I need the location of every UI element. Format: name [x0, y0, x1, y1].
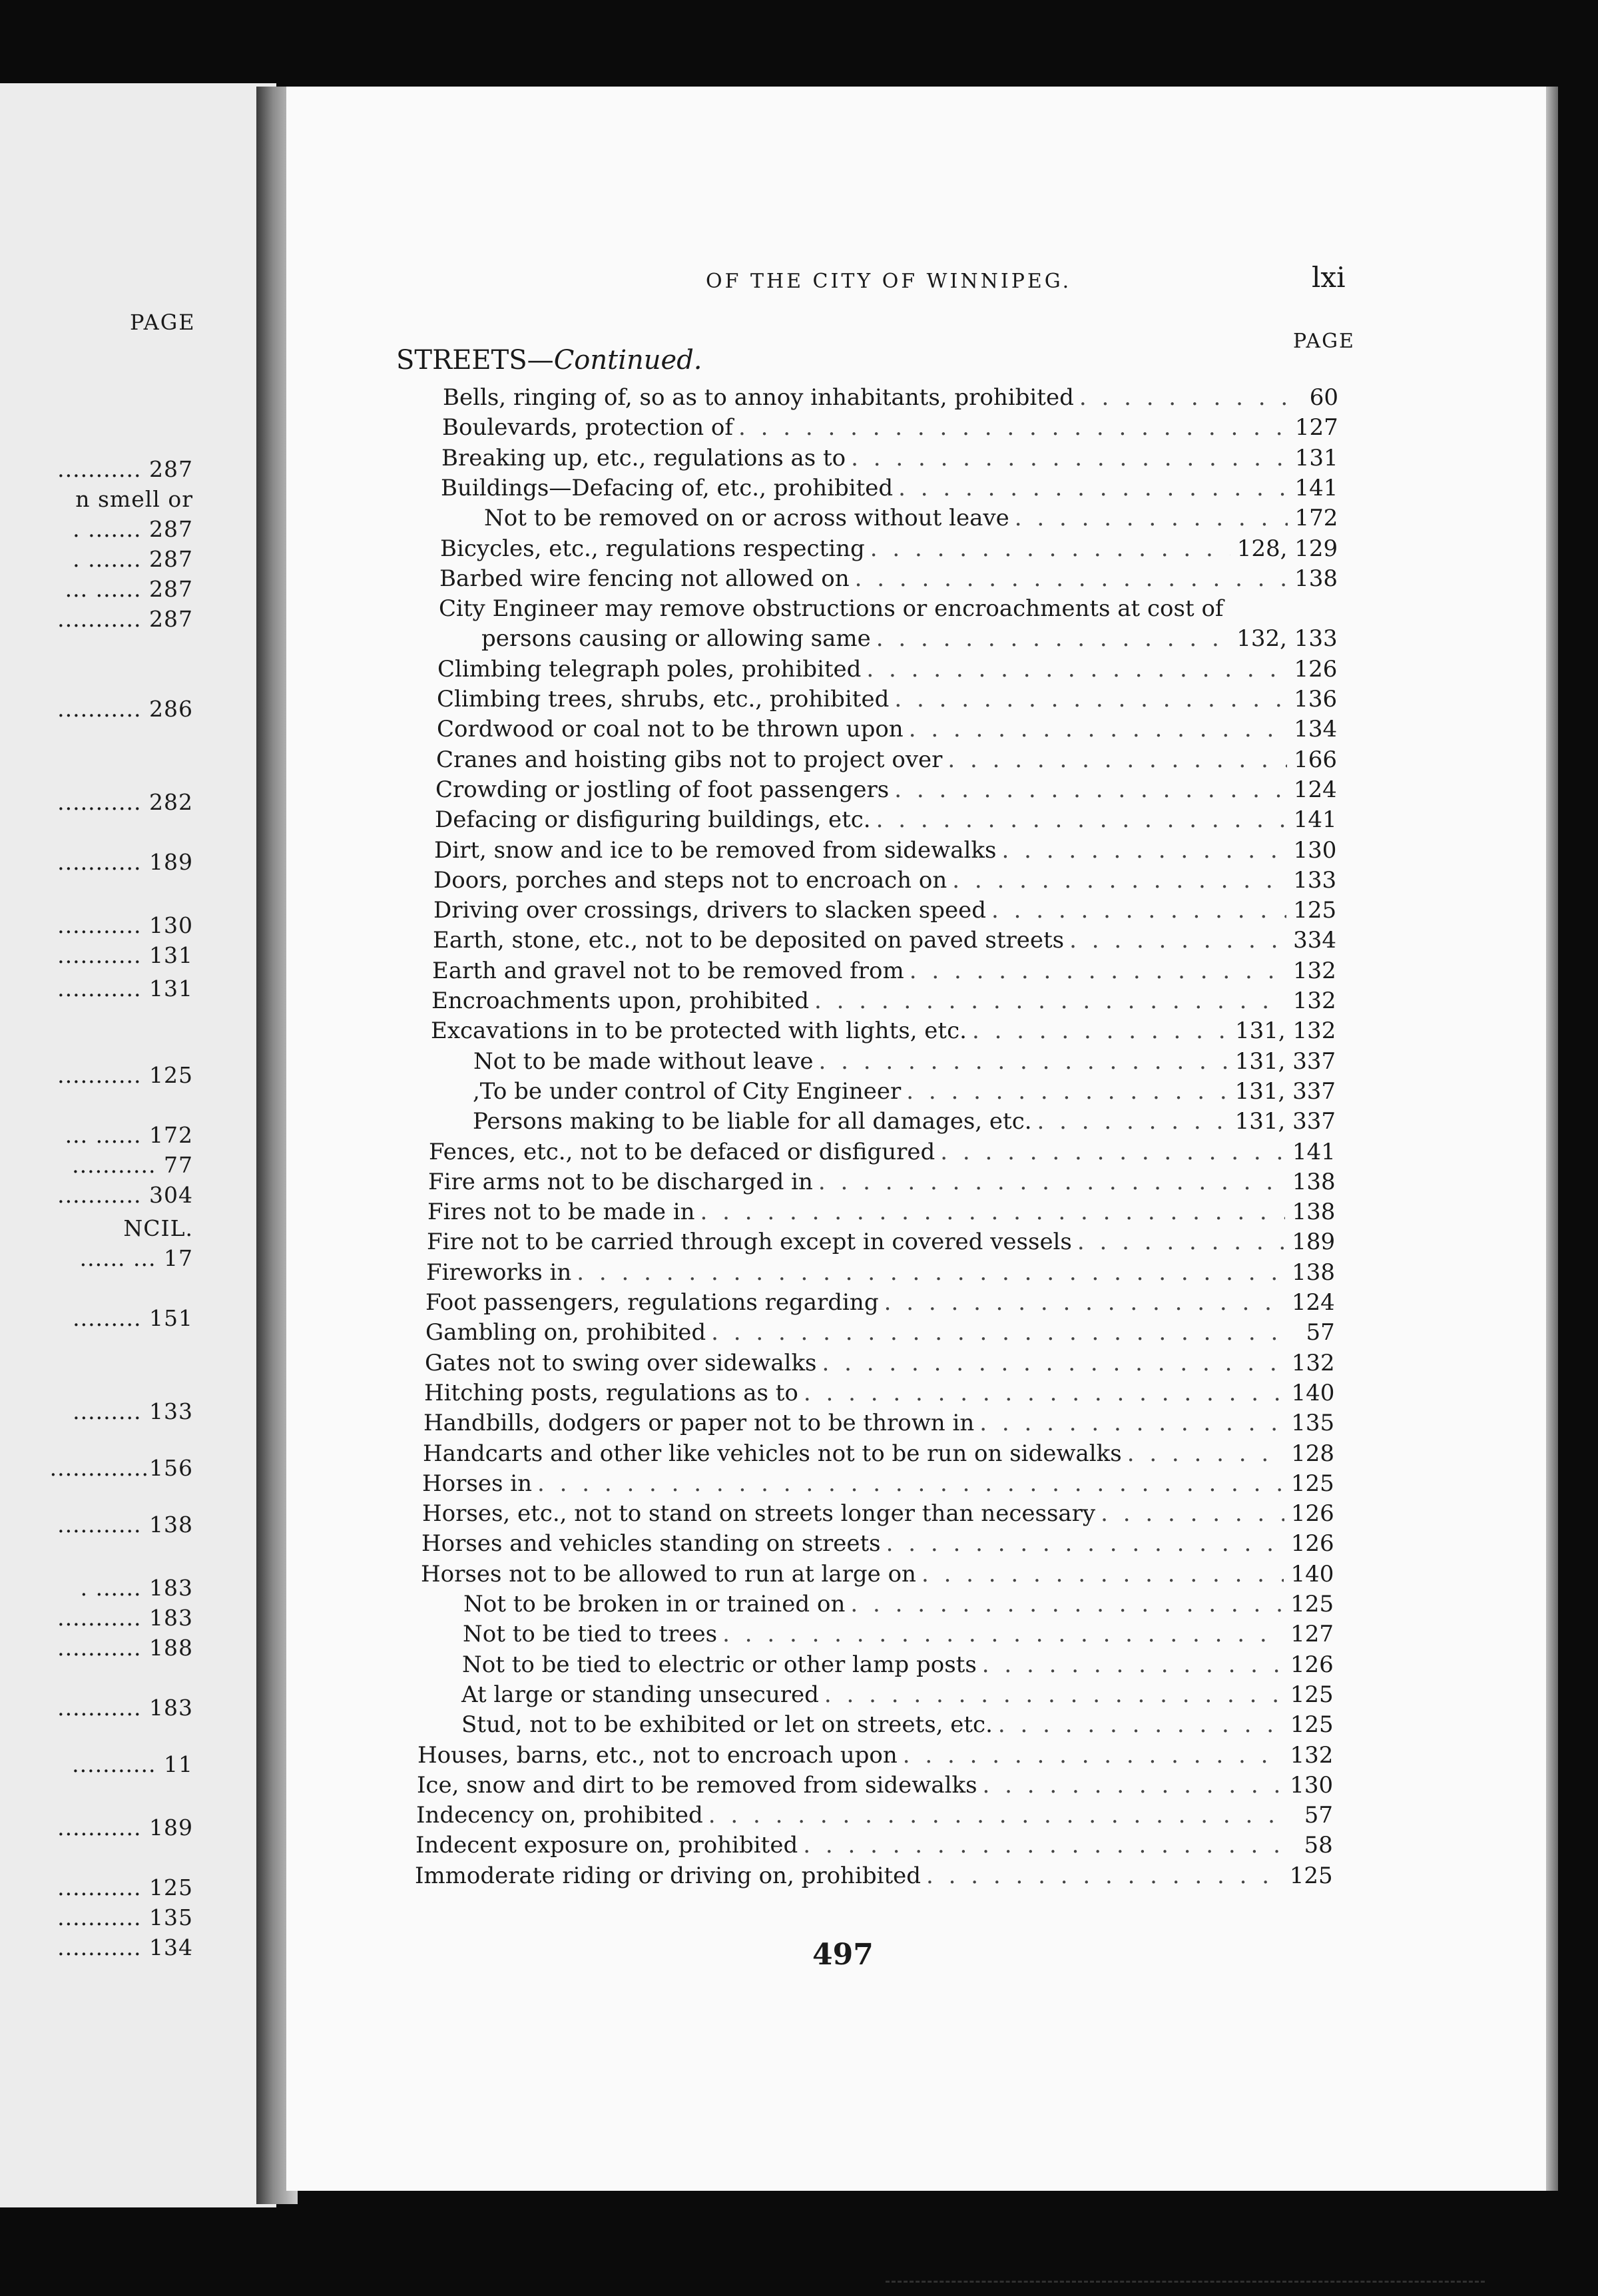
entry-text: ,To be under control of City Engineer — [473, 1078, 902, 1105]
entry-page-ref: 334 — [1293, 927, 1336, 954]
index-entry — [473, 1107, 1336, 1136]
leader-dots — [1015, 503, 1288, 533]
leader-dots — [876, 624, 1230, 653]
entry-text: Fire arms not to be discharged in — [428, 1169, 813, 1195]
entry-page-ref: 140 — [1291, 1380, 1335, 1406]
entry-page-ref: 166 — [1294, 746, 1337, 773]
leader-dots — [922, 1560, 1284, 1589]
entry-text: City Engineer may remove obstructions or encroachments at cost of — [439, 595, 1224, 622]
entry-page-ref: 132 — [1292, 988, 1336, 1014]
leader-dots — [886, 1529, 1284, 1558]
left-page-row: ........... 130 — [57, 912, 193, 938]
leader-dots — [910, 956, 1286, 986]
index-entry — [417, 1741, 1333, 1770]
index-entry — [431, 1016, 1336, 1045]
entry-text: Horses, etc., not to stand on streets longer than necessary — [422, 1500, 1096, 1527]
left-page-row: . ....... 287 — [73, 546, 193, 572]
entry-text: Fences, etc., not to be defaced or disfigured — [429, 1139, 935, 1165]
entry-page-ref: 57 — [1304, 1802, 1333, 1829]
index-entry — [462, 1650, 1334, 1679]
left-page-row: ........... 287 — [57, 456, 193, 482]
left-page-row: . ...... 183 — [80, 1575, 193, 1601]
entry-text: Ice, snow and dirt to be removed from sidewalks — [417, 1772, 977, 1799]
heading-continued: Continued. — [553, 345, 702, 376]
index-entry — [437, 715, 1337, 744]
entry-page-ref: 126 — [1294, 656, 1338, 683]
leader-dots — [903, 1741, 1284, 1770]
left-page — [0, 83, 276, 2207]
index-entry — [415, 1861, 1333, 1890]
leader-dots — [1069, 926, 1286, 955]
leader-dots — [1101, 1499, 1284, 1528]
running-head: OF THE CITY OF WINNIPEG. — [706, 270, 1072, 293]
entry-text: Cordwood or coal not to be thrown upon — [437, 716, 904, 742]
index-entry — [437, 655, 1337, 684]
entry-text: Bells, ringing of, so as to annoy inhabitants, prohibited — [443, 384, 1074, 411]
index-entry — [424, 1378, 1334, 1408]
leader-dots — [909, 715, 1288, 744]
entry-text: Earth and gravel not to be removed from — [432, 958, 904, 984]
entry-text: Earth, stone, etc., not to be deposited on paved streets — [433, 927, 1065, 954]
left-page-row: ... ...... 287 — [65, 576, 193, 602]
page-column-label: PAGE — [1293, 330, 1355, 353]
entry-text: Not to be made without leave — [473, 1048, 814, 1075]
entry-text: Boulevards, protection of — [442, 414, 733, 441]
index-entry — [481, 624, 1338, 653]
left-page-row: ........... 189 — [57, 849, 193, 875]
leader-dots — [814, 986, 1286, 1015]
entry-text: Horses and vehicles standing on streets — [421, 1530, 881, 1557]
left-page-row: ........... 134 — [57, 1934, 193, 1960]
left-page-row: ........... 286 — [57, 696, 193, 722]
index-entry — [433, 866, 1336, 895]
index-entry — [421, 1529, 1334, 1558]
leader-dots — [972, 1016, 1228, 1045]
entry-page-ref: 132 — [1292, 958, 1336, 984]
left-page-row: ........... 135 — [57, 1904, 193, 1930]
entry-page-ref: 172 — [1294, 505, 1338, 531]
leader-dots — [738, 413, 1288, 442]
entry-page-ref: 124 — [1293, 776, 1337, 803]
left-page-row: ......... 151 — [73, 1305, 193, 1331]
left-page-row: ........... 131 — [57, 942, 193, 968]
index-entry — [461, 1710, 1334, 1739]
entry-page-ref: 134 — [1294, 716, 1338, 742]
entry-text: At large or standing unsecured — [461, 1681, 819, 1708]
index-entry — [425, 1348, 1335, 1378]
entry-page-ref: 131, 337 — [1234, 1078, 1336, 1105]
entry-text: Indecency on, prohibited — [416, 1802, 703, 1829]
entry-text: Fireworks in — [426, 1259, 572, 1286]
leader-dots — [983, 1771, 1284, 1800]
left-page-row: ........... 188 — [57, 1635, 193, 1661]
index-entry — [473, 1047, 1336, 1076]
entry-text: Houses, barns, etc., not to encroach upon — [417, 1742, 898, 1769]
index-entry — [440, 534, 1338, 563]
left-page-row: ........... 304 — [57, 1182, 193, 1208]
entry-page-ref: 130 — [1290, 1772, 1334, 1799]
entry-text: Persons making to be liable for all damages, etc. — [473, 1108, 1032, 1135]
left-page-row: ......... 133 — [73, 1398, 193, 1424]
leader-dots — [1001, 836, 1286, 865]
left-page-row: .............156 — [49, 1455, 193, 1481]
entry-text: Crowding or jostling of foot passengers — [435, 776, 890, 803]
index-entry — [439, 594, 1338, 623]
leader-dots — [1077, 1227, 1285, 1257]
leader-dots — [708, 1801, 1286, 1830]
leader-dots — [884, 1288, 1285, 1317]
entry-text: Horses not to be allowed to run at large on — [421, 1561, 916, 1587]
entry-text: Foot passengers, regulations regarding — [425, 1289, 879, 1316]
entry-page-ref: 138 — [1292, 1199, 1336, 1225]
index-entry — [427, 1197, 1335, 1227]
entry-text: Driving over crossings, drivers to slacken speed — [433, 897, 987, 924]
entry-page-ref: 128 — [1291, 1440, 1334, 1467]
leader-dots — [577, 1258, 1285, 1287]
index-entry — [422, 1469, 1334, 1498]
left-page-row: ...... ... 17 — [79, 1245, 193, 1271]
index-entry — [441, 443, 1338, 473]
index-entry — [473, 1077, 1336, 1106]
entry-text: Stud, not to be exhibited or let on streets, etc. — [461, 1711, 993, 1738]
left-page-row: ........... 183 — [57, 1695, 193, 1721]
entry-text: Bicycles, etc., regulations respecting — [440, 535, 865, 562]
entry-page-ref: 57 — [1306, 1319, 1335, 1346]
entry-page-ref: 58 — [1304, 1832, 1333, 1859]
index-entry — [423, 1408, 1334, 1438]
entry-page-ref: 131, 337 — [1234, 1108, 1336, 1135]
index-entry — [435, 775, 1337, 804]
entry-page-ref: 189 — [1292, 1229, 1336, 1255]
index-entry — [416, 1801, 1333, 1830]
entry-page-ref: 125 — [1293, 897, 1337, 924]
entry-text: Encroachments upon, prohibited — [431, 988, 809, 1014]
leader-dots — [1037, 1107, 1228, 1136]
leader-dots — [979, 1408, 1284, 1438]
entry-text: Not to be tied to trees — [463, 1621, 718, 1647]
entry-page-ref: 126 — [1290, 1651, 1334, 1678]
index-entry — [425, 1288, 1335, 1317]
leader-dots — [894, 775, 1287, 804]
leader-dots — [991, 896, 1286, 925]
entry-text: Not to be tied to electric or other lamp posts — [462, 1651, 977, 1678]
index-entry — [432, 956, 1336, 986]
leader-dots — [876, 805, 1287, 834]
entry-page-ref: 127 — [1290, 1621, 1334, 1647]
entry-text: Hitching posts, regulations as to — [424, 1380, 798, 1406]
index-entry — [433, 896, 1336, 925]
index-entry — [431, 986, 1336, 1015]
index-entry — [437, 685, 1337, 714]
leader-dots — [537, 1469, 1284, 1498]
leader-dots — [819, 1047, 1228, 1076]
left-page-header: PAGE — [130, 310, 196, 335]
entry-text: Cranes and hoisting gibs not to project over — [436, 746, 943, 773]
entry-text: Breaking up, etc., regulations as to — [441, 445, 846, 471]
entry-page-ref: 132 — [1290, 1742, 1334, 1769]
leader-dots — [947, 745, 1287, 774]
leader-dots — [804, 1378, 1285, 1408]
entry-text: Climbing telegraph poles, prohibited — [437, 656, 862, 683]
index-entry — [434, 836, 1336, 865]
left-page-row: ........... 138 — [57, 1512, 193, 1538]
entry-page-ref: 125 — [1290, 1591, 1334, 1617]
folio: lxi — [1312, 261, 1346, 294]
entry-text: Indecent exposure on, prohibited — [415, 1832, 798, 1859]
entry-text: Fire not to be carried through except in covered vessels — [427, 1229, 1072, 1255]
index-entry — [435, 805, 1337, 834]
index-entry — [484, 503, 1338, 533]
leader-dots — [851, 443, 1288, 473]
entry-text: Fires not to be made in — [427, 1199, 695, 1225]
entry-page-ref: 138 — [1292, 1259, 1335, 1286]
leader-dots — [1079, 383, 1292, 412]
index-entry — [427, 1227, 1335, 1257]
index-entry — [441, 473, 1338, 503]
left-page-row: ........... 189 — [57, 1815, 193, 1841]
page-edge — [1546, 87, 1558, 2191]
leader-dots — [906, 1077, 1228, 1106]
entry-page-ref: 124 — [1291, 1289, 1335, 1316]
leader-dots — [711, 1318, 1288, 1347]
right-page — [286, 87, 1558, 2191]
entry-text: Doors, porches and steps not to encroach on — [433, 867, 947, 894]
leader-dots — [1127, 1439, 1284, 1468]
leader-dots — [894, 685, 1287, 714]
index-entry — [429, 1137, 1336, 1167]
entry-text: Horses in — [422, 1470, 532, 1497]
leader-dots — [998, 1710, 1284, 1739]
leader-dots — [822, 1348, 1285, 1378]
entry-text: Excavations in to be protected with lights, etc. — [431, 1017, 967, 1044]
entry-text: Not to be removed on or across without leave — [484, 505, 1009, 531]
entry-page-ref: 141 — [1294, 475, 1338, 501]
leader-dots — [803, 1831, 1286, 1860]
index-entry — [428, 1167, 1336, 1197]
index-entry — [433, 926, 1336, 955]
entry-text: persons causing or allowing same — [481, 625, 871, 652]
index-entry — [463, 1619, 1334, 1649]
leader-dots — [982, 1650, 1284, 1679]
entry-page-ref: 125 — [1290, 1470, 1334, 1497]
scan-artifact — [886, 2281, 1485, 2296]
index-entry — [422, 1499, 1334, 1528]
entry-page-ref: 131, 132 — [1234, 1017, 1336, 1044]
entry-text: Defacing or disfiguring buildings, etc. — [435, 806, 871, 833]
entry-text: Dirt, snow and ice to be removed from sidewalks — [434, 837, 997, 864]
index-entry — [426, 1258, 1335, 1287]
index-entry — [436, 745, 1337, 774]
entry-page-ref: 136 — [1294, 686, 1338, 713]
entry-page-ref: 141 — [1293, 806, 1337, 833]
index-entry — [421, 1560, 1334, 1589]
entry-text: Immoderate riding or driving on, prohibited — [415, 1863, 922, 1889]
entry-text: Handcarts and other like vehicles not to be run on sidewalks — [423, 1440, 1122, 1467]
leader-dots — [722, 1619, 1284, 1649]
left-page-row: ........... 282 — [57, 789, 193, 815]
leader-dots — [952, 866, 1286, 895]
entry-page-ref: 126 — [1290, 1500, 1334, 1527]
index-entry — [439, 564, 1338, 593]
entry-text: Not to be broken in or trained on — [463, 1591, 846, 1617]
index-entry — [461, 1680, 1334, 1709]
entry-text: Gambling on, prohibited — [425, 1319, 706, 1346]
entry-page-ref: 126 — [1290, 1530, 1334, 1557]
entry-text: Climbing trees, shrubs, etc., prohibited — [437, 686, 890, 713]
entry-page-ref: 132, 133 — [1236, 625, 1338, 652]
entry-page-ref: 60 — [1309, 384, 1338, 411]
entry-page-ref: 125 — [1289, 1863, 1333, 1889]
left-page-row: NCIL. — [123, 1215, 193, 1241]
leader-dots — [855, 564, 1288, 593]
index-entry — [423, 1439, 1334, 1468]
leader-dots — [866, 655, 1287, 684]
entry-text: Handbills, dodgers or paper not to be thrown in — [423, 1410, 975, 1436]
index-entry — [425, 1318, 1335, 1347]
entry-page-ref: 138 — [1292, 1169, 1336, 1195]
left-page-row: ........... 183 — [57, 1605, 193, 1631]
entry-page-ref: 140 — [1290, 1561, 1334, 1587]
left-page-row: ........... 11 — [72, 1751, 193, 1777]
index-entry — [463, 1589, 1334, 1619]
entry-page-ref: 128, 129 — [1236, 535, 1338, 562]
entry-page-ref: 141 — [1292, 1139, 1336, 1165]
heading-main: STREETS— — [396, 345, 554, 376]
left-page-row: ........... 125 — [57, 1874, 193, 1900]
entry-text: Gates not to swing over sidewalks — [425, 1350, 817, 1376]
left-page-row: ... ...... 172 — [65, 1122, 193, 1148]
entry-page-ref: 131 — [1294, 445, 1338, 471]
left-page-row: ........... 125 — [57, 1062, 193, 1088]
leader-dots — [898, 473, 1288, 503]
entry-page-ref: 133 — [1293, 867, 1337, 894]
entry-page-ref: 127 — [1294, 414, 1338, 441]
left-page-row: ........... 287 — [57, 606, 193, 632]
entry-page-ref: 130 — [1293, 837, 1337, 864]
entry-page-ref: 135 — [1291, 1410, 1335, 1436]
leader-dots — [940, 1137, 1286, 1167]
leader-dots — [824, 1680, 1284, 1709]
left-page-row: . ....... 287 — [73, 516, 193, 542]
page-number: 497 — [812, 1938, 874, 1972]
index-entry — [415, 1831, 1333, 1860]
leader-dots — [850, 1589, 1284, 1619]
index-entry — [417, 1771, 1333, 1800]
entry-text: Buildings—Defacing of, etc., prohibited — [441, 475, 894, 501]
entry-page-ref: 125 — [1290, 1711, 1334, 1738]
leader-dots — [870, 534, 1230, 563]
left-page-row: n smell or — [75, 486, 193, 512]
leader-dots — [926, 1861, 1283, 1890]
leader-dots — [700, 1197, 1286, 1227]
entry-text: Barbed wire fencing not allowed on — [439, 565, 850, 592]
section-heading — [396, 345, 702, 376]
left-page-row: ........... 77 — [72, 1152, 193, 1178]
entry-page-ref: 131, 337 — [1234, 1048, 1336, 1075]
index-entry — [442, 413, 1338, 442]
index-entry — [443, 383, 1338, 412]
entry-page-ref: 125 — [1290, 1681, 1334, 1708]
leader-dots — [818, 1167, 1286, 1197]
entry-page-ref: 132 — [1291, 1350, 1335, 1376]
entry-page-ref: 138 — [1294, 565, 1338, 592]
left-page-row: ........... 131 — [57, 976, 193, 1002]
